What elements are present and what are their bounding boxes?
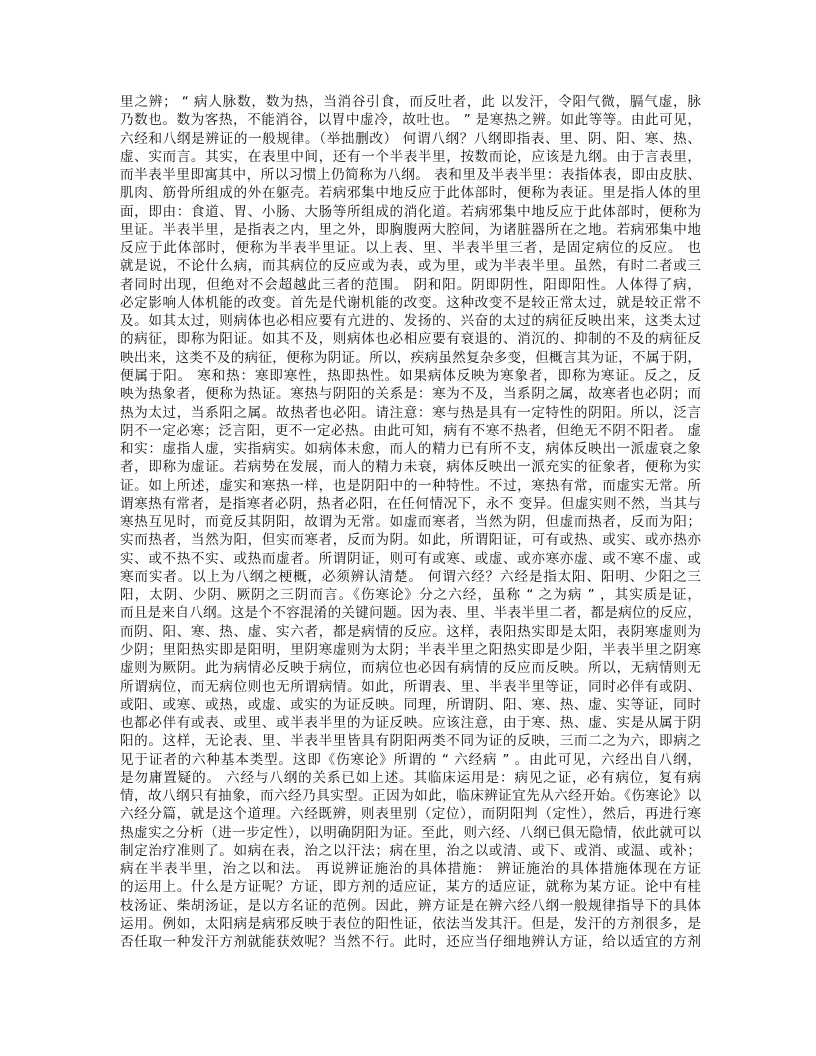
text-line: 六经分篇，就是这个道理。六经既辨，则表里别（定位），而阴阳判（定性），然后，再进行寒: [120, 806, 701, 823]
text-line: 热为太过，当系阳之属。故热者也必阳。请注意：寒与热是具有一定特性的阴阳。所以，泛言: [120, 404, 701, 421]
text-line: 及。如其太过，则病体也必相应要有亢进的、发扬的、兴奋的太过的病征反映出来，这类太过: [120, 313, 701, 330]
text-line: 的运用上。什么是方证呢？方证，即方剂的适应证，某方的适应证，就称为某方证。论中有桂: [120, 879, 701, 896]
text-line: 阳，太阴、少阴、厥阴之三阴而言。《伤寒论》分之六经，虽称 “ 之为病 ” ，其实质是证，: [120, 587, 701, 604]
text-line: 里证。半表半里，是指表之内，里之外，即胸腹两大腔间，为诸脏器所在之地。若病邪集中地: [120, 221, 701, 238]
text-line: 寒热互见时，而竟反其阴阳，故谓为无常。如虚而寒者，当然为阴，但虚而热者，反而为阳；: [120, 514, 701, 531]
text-line: 情，故八纲只有抽象，而六经乃具实型。正因为如此，临床辨证宜先从六经开始。《伤寒论》以: [120, 788, 701, 805]
text-line: 便属于阳。 寒和热：寒即寒性，热即热性。如果病体反映为寒象者，即称为寒证。反之，反: [120, 367, 701, 384]
text-line: 乃数也。数为客热，不能消谷，以胃中虚冷，故吐也。 ” 是寒热之辨。如此等等。由此可见，: [120, 112, 701, 129]
text-line: 否任取一种发汗方剂就能获效呢？当然不行。此时，还应当仔细地辨认方证，给以适宜的方剂: [120, 934, 701, 951]
text-line: 而阴、阳、寒、热、虚、实六者，都是病情的反应。这样，表阳热实即是太阳，表阴寒虚则为: [120, 623, 701, 640]
text-line: 映为热象者，便称为热证。寒热与阴阳的关系是：寒为不及，当系阴之属，故寒者也必阴；而: [120, 386, 701, 403]
text-line: 六经和八纲是辨证的一般规律。（举拙删改） 何谓八纲？八纲即指表、里、阴、阳、寒、热、: [120, 130, 701, 147]
text-line: 虚、实而言。其实，在表里中间，还有一个半表半里，按数而论，应该是九纲。由于言表里，: [120, 148, 701, 165]
text-line: 虚则为厥阴。此为病情必反映于病位，而病位也必因有病情的反应而反映。所以，无病情则无: [120, 660, 701, 677]
text-line: 或阳、或寒、或热，或虚、或实的为证反映。同理，所谓阴、阳、寒、热、虚、实等证，同时: [120, 696, 701, 713]
text-line: 反应于此体部时，便称为半表半里证。以上表、里、半表半里三者，是固定病位的反应。 也: [120, 240, 701, 257]
text-line: 所谓病位，而无病位则也无所谓病情。如此，所谓表、里、半表半里等证，同时必伴有或阴、: [120, 678, 701, 695]
text-line: 的病征，即称为阳证。如其不及，则病体也必相应要有衰退的、消沉的、抑制的不及的病征反: [120, 331, 701, 348]
text-line: 少阴；里阳热实即是阳明，里阴寒虚则为太阴；半表半里之阳热实即是少阳，半表半里之阴寒: [120, 641, 701, 658]
text-line: 者，即称为虚证。若病势在发展，而人的精力未衰，病体反映出一派充实的征象者，便称为实: [120, 459, 701, 476]
text-line: 阴不一定必寒；泛言阳，更不一定必热。由此可知，病有不寒不热者，但绝无不阴不阳者。 虚: [120, 422, 701, 439]
text-line: 面，即由：食道、胃、小肠、大肠等所组成的消化道。若病邪集中地反应于此体部时，便称为: [120, 203, 701, 220]
text-line: 见于证者的六种基本类型。这即《伤寒论》所谓的 “ 六经病 ” 。由此可见，六经出自八纲，: [120, 751, 701, 768]
text-line: 就是说，不论什么病，而其病位的反应或为表，或为里，或为半表半里。虽然，有时二者或三: [120, 258, 701, 275]
text-line: 证。如上所述，虚实和寒热一样，也是阴阳中的一种特性。不过，寒热有常，而虚实无常。所: [120, 477, 701, 494]
text-line: 实、或不热不实、或热而虚者。所谓阴证，则可有或寒、或虚、或亦寒亦虚、或不寒不虚、或: [120, 550, 701, 567]
text-line: 阳的。这样，无论表、里、半表半里皆具有阴阳两类不同为证的反映，三而二之为六，即病之: [120, 733, 701, 750]
text-line: 枝汤证、柴胡汤证，是以方名证的范例。因此，辨方证是在辨六经八纲一般规律指导下的具体: [120, 897, 701, 914]
document-body: [120, 93, 701, 951]
text-line: 寒而实者。以上为八纲之梗概，必须辨认清楚。 何谓六经？六经是指太阳、阳明、少阳之三: [120, 568, 701, 585]
text-line: 和实：虚指人虚，实指病实。如病体未愈，而人的精力已有所不支，病体反映出一派虚衰之象: [120, 441, 701, 458]
text-line: 热虚实之分析（进一步定性），以明确阴阳为证。至此，则六经、八纲已俱无隐情，依此就可以: [120, 824, 701, 841]
text-line: 制定治疗准则了。如病在表，治之以汗法；病在里，治之以或清、或下、或消、或温、或补；: [120, 842, 701, 859]
text-line: 实而热者，当然为阳，但实而寒者，反而为阴。如此，所谓阳证，可有或热、或实、或亦热亦: [120, 532, 701, 549]
text-line: 谓寒热有常者，是指寒者必阴，热者必阳，在任何情况下，永不 变异。但虚实则不然，当其与: [120, 495, 701, 512]
text-line: 是勿庸置疑的。 六经与八纲的关系已如上述。其临床运用是：病见之证，必有病位，复有病: [120, 769, 701, 786]
text-line: 肌肉、筋骨所组成的外在躯壳。若病邪集中地反应于此体部时，便称为表证。里是指人体的里: [120, 185, 701, 202]
text-line: 里之辨； “ 病人脉数，数为热，当消谷引食，而反吐者，此 以发汗，令阳气微，膈气虚，脉: [120, 94, 701, 110]
text-line: 病在半表半里，治之以和法。 再说辨证施治的具体措施： 辨证施治的具体措施体现在方证: [120, 861, 701, 878]
text-line: 也都必伴有或表、或里、或半表半里的为证反映。应该注意，由于寒、热、虚、实是从属于阴: [120, 715, 701, 732]
text-line: 者同时出现，但绝对不会超越此三者的范围。 阴和阳。阴即阴性，阳即阳性。人体得了病，: [120, 276, 701, 293]
text-line: 必定影响人体机能的改变。首先是代谢机能的改变。这种改变不是较正常太过，就是较正常不: [120, 294, 701, 311]
text-line: 运用。例如，太阳病是病邪反映于表位的阳性证，依法当发其汗。但是，发汗的方剂很多，是: [120, 915, 701, 932]
text-line: 而且是来自八纲。这是个不容混淆的关键问题。因为表、里、半表半里二者，都是病位的反应，: [120, 605, 701, 622]
text-line: 而半表半里即寓其中，所以习惯上仍简称为八纲。 表和里及半表半里：表指体表，即由皮肤、: [120, 167, 701, 184]
text-line: 映出来，这类不及的病征，便称为阴证。所以，疾病虽然复杂多变，但概言其为证，不属于阴，: [120, 349, 701, 366]
